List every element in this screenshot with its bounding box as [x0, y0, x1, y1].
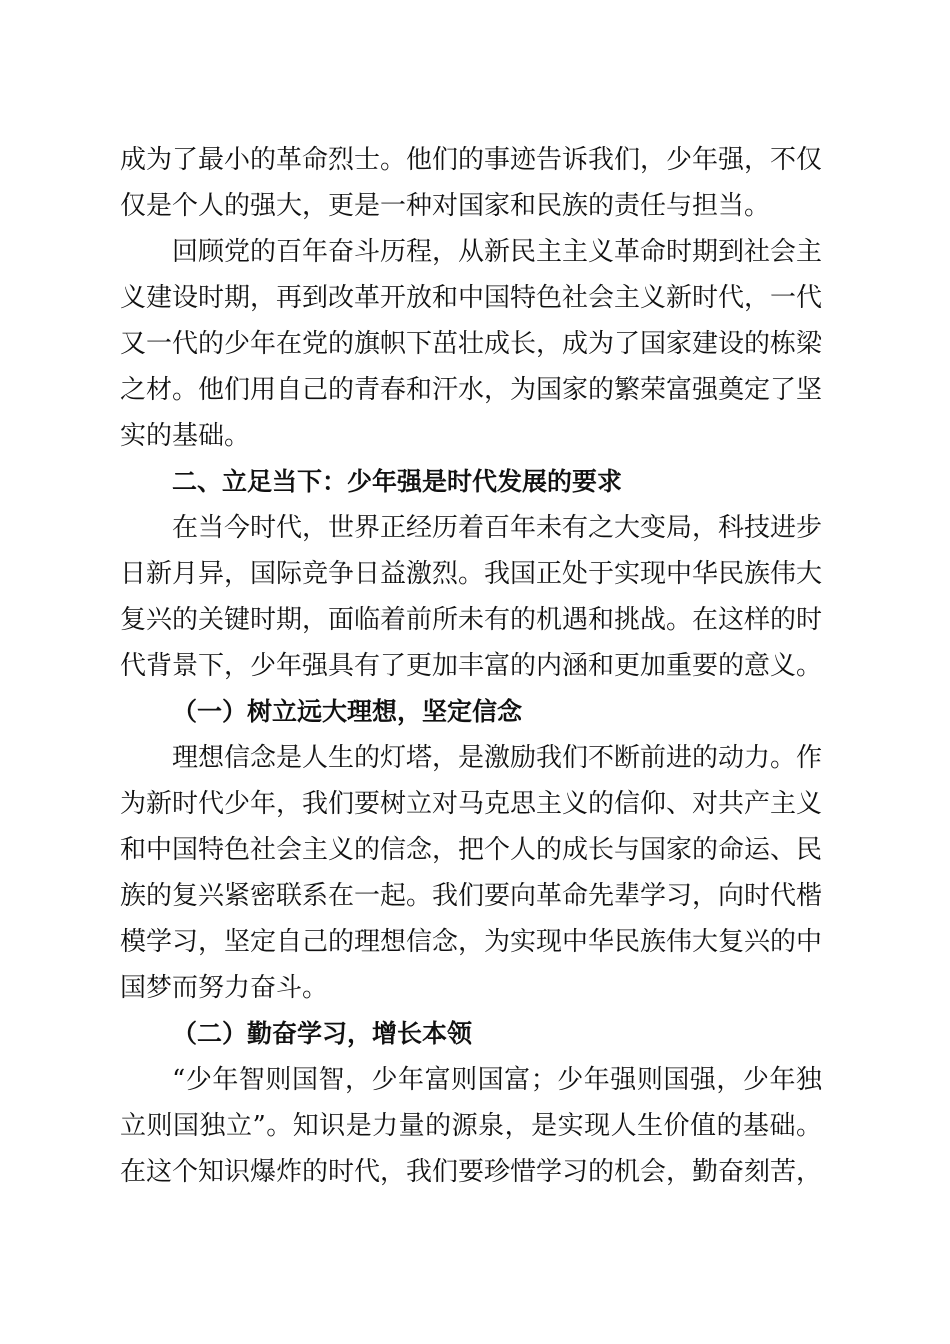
paragraph-line: 成为了最小的革命烈士。他们的事迹告诉我们，少年强，不仅: [120, 145, 823, 175]
paragraph-line: 理想信念是人生的灯塔，是激励我们不断前进的动力。作: [172, 743, 823, 773]
subsection-heading: （二）勤奋学习，增长本领: [172, 1019, 473, 1048]
paragraph-line: 复兴的关键时期，面临着前所未有的机遇和挑战。在这样的时: [120, 605, 823, 635]
paragraph-line: 在这个知识爆炸的时代，我们要珍惜学习的机会，勤奋刻苦，: [120, 1157, 823, 1187]
paragraph-line: 在当今时代，世界正经历着百年未有之大变局，科技进步: [172, 513, 823, 543]
paragraph-line: 族的复兴紧密联系在一起。我们要向革命先辈学习，向时代楷: [120, 881, 823, 911]
paragraph-line: 义建设时期，再到改革开放和中国特色社会主义新时代，一代: [120, 283, 823, 313]
paragraph-line: 国梦而努力奋斗。: [120, 973, 329, 1003]
paragraph-line: 回顾党的百年奋斗历程，从新民主主义革命时期到社会主: [172, 237, 823, 267]
section-heading: 二、立足当下：少年强是时代发展的要求: [172, 467, 623, 496]
paragraph-line: 又一代的少年在党的旗帜下茁壮成长，成为了国家建设的栋梁: [120, 329, 823, 359]
paragraph-line: 代背景下，少年强具有了更加丰富的内涵和更加重要的意义。: [120, 651, 823, 681]
paragraph-line: 日新月异，国际竞争日益激烈。我国正处于实现中华民族伟大: [120, 559, 823, 589]
paragraph-line: 为新时代少年，我们要树立对马克思主义的信仰、对共产主义: [120, 789, 823, 819]
paragraph-line: 立则国独立”。知识是力量的源泉，是实现人生价值的基础。: [120, 1111, 822, 1141]
paragraph-line: 模学习，坚定自己的理想信念，为实现中华民族伟大复兴的中: [120, 927, 823, 957]
paragraph-line: 之材。他们用自己的青春和汗水，为国家的繁荣富强奠定了坚: [120, 375, 823, 405]
paragraph-line: 仅是个人的强大，更是一种对国家和民族的责任与担当。: [120, 191, 771, 221]
subsection-heading: （一）树立远大理想，坚定信念: [172, 697, 523, 726]
body-text: [120, 137, 822, 1195]
paragraph-line: 和中国特色社会主义的信念，把个人的成长与国家的命运、民: [120, 835, 823, 865]
paragraph-line: “少年智则国智，少年富则国富；少年强则国强，少年独: [172, 1065, 822, 1095]
paragraph-line: 实的基础。: [120, 421, 251, 451]
